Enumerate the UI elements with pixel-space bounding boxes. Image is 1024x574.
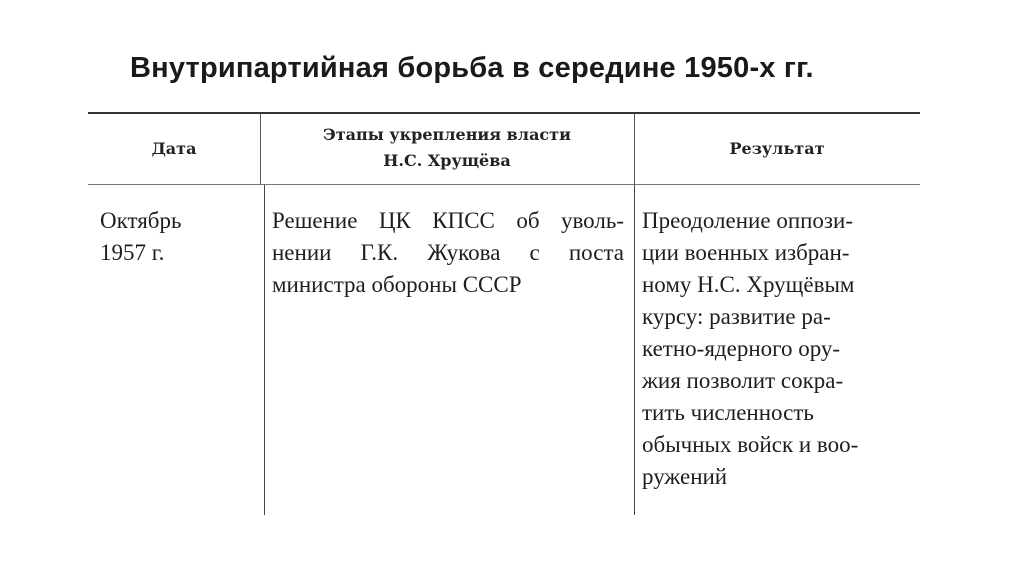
body-column-divider-2 [634,185,635,515]
table-top-border [88,112,920,114]
column-header-stages [260,122,634,174]
result-line: обычных войск и воо- [642,432,859,457]
stage-line: министра обороны СССР [272,272,522,297]
result-line: Преодоление оппози- [642,208,853,233]
column-header-result: Результат [729,139,825,158]
result-line: жия позволит сокра- [642,368,844,393]
result-line: ции военных избран- [642,240,850,265]
result-line: курсу: развитие ра- [642,304,831,329]
stage-line: нении Г.К. Жукова с поста [272,240,624,265]
result-line: ному Н.С. Хрущёвым [642,272,855,297]
table-cell-date [100,205,250,269]
column-header-stages-line-1: Этапы укрепления власти [323,125,571,144]
page-title: Внутрипартийная борьба в середине 1950-х гг. [130,52,814,84]
stage-line: Решение ЦК КПСС об уволь- [272,208,624,233]
column-header-stages-line-2: Н.С. Хрущёва [383,151,511,170]
date-line: Октябрь [100,208,182,233]
column-header-date: Дата [151,139,197,158]
table-cell-stage [272,205,624,301]
result-line: кетно-ядерного ору- [642,336,841,361]
body-column-divider-1 [264,185,265,515]
result-line: ружений [642,464,728,489]
result-line: тить численность [642,400,814,425]
table-header-divider [88,184,920,185]
table-cell-result [642,205,912,493]
date-line: 1957 г. [100,240,165,265]
